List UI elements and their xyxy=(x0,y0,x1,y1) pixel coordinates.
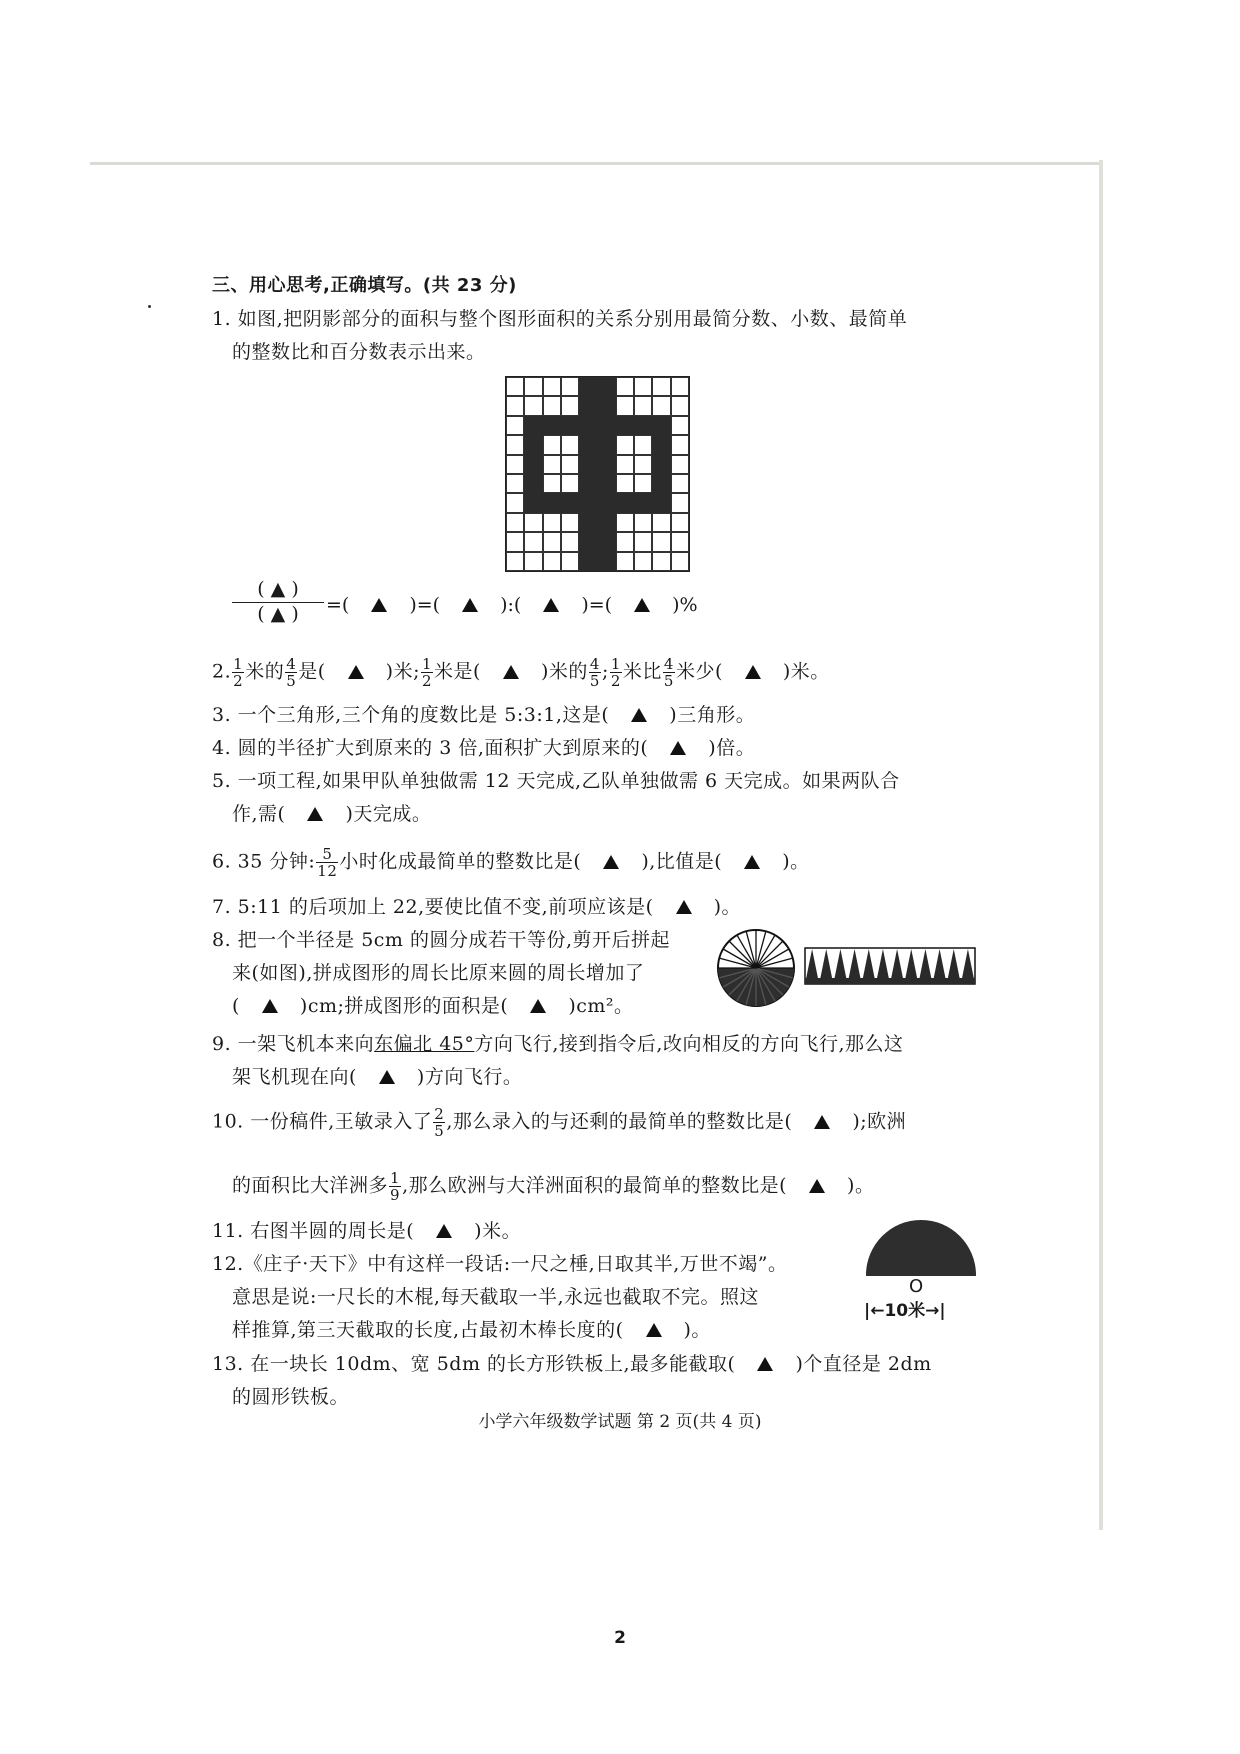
denominator: 9 xyxy=(390,1186,401,1204)
grid-cell xyxy=(671,377,689,396)
center-label: O xyxy=(909,1276,924,1297)
grid-cell-shaded xyxy=(597,377,615,396)
grid-cell-shaded xyxy=(579,532,597,551)
denominator: 5 xyxy=(434,1122,445,1140)
grid-cell-shaded xyxy=(597,455,615,474)
grid-cell xyxy=(671,513,689,532)
grid-cell xyxy=(652,513,670,532)
grid-cell xyxy=(652,377,670,396)
fraction xyxy=(589,656,601,689)
grid-cell xyxy=(616,513,634,532)
text: ; xyxy=(601,660,609,683)
text: 样推算,第三天截取的长度,占最初木棒长度的( xyxy=(232,1319,624,1341)
q12-line1: 12.《庄子·天下》中有这样一段话:一尺之棰,日取其半,万世不竭”。 xyxy=(212,1253,788,1275)
grid-cell-shaded xyxy=(543,416,561,435)
grid-cell xyxy=(506,493,524,512)
text: )。 xyxy=(713,896,742,918)
denominator: 5 xyxy=(589,672,600,690)
grid-cell-shaded xyxy=(634,493,652,512)
text: ),比值是( xyxy=(641,850,723,873)
page-border-top xyxy=(90,162,1102,165)
grid-cell-shaded xyxy=(579,474,597,493)
grid-cell xyxy=(561,455,579,474)
grid-cell xyxy=(671,493,689,512)
denominator: 12 xyxy=(317,862,338,880)
grid-cell xyxy=(616,552,634,571)
text: )米; xyxy=(385,660,420,683)
text: )天完成。 xyxy=(345,803,432,825)
numerator: 1 xyxy=(610,655,621,673)
grid-cell-shaded xyxy=(597,474,615,493)
text: ,那么录入的与还剩的最简单的整数比是( xyxy=(446,1110,793,1133)
diameter-dimension-label: |←10米→| xyxy=(864,1301,946,1321)
q1-answer-line xyxy=(326,594,698,616)
fraction xyxy=(389,1170,401,1203)
blank-triangle-icon[interactable] xyxy=(262,999,278,1013)
grid-cell-shaded xyxy=(543,493,561,512)
blank-triangle-icon[interactable] xyxy=(462,598,478,612)
blank-triangle-icon[interactable] xyxy=(631,708,647,722)
grid-cell xyxy=(524,396,542,415)
blank-triangle-icon[interactable] xyxy=(676,900,692,914)
q13-line2: 的圆形铁板。 xyxy=(232,1386,350,1408)
q12-line2: 意思是说:一尺长的木棍,每天截取一半,永远也截取不完。照这 xyxy=(232,1286,759,1308)
grid-cell-shaded xyxy=(524,416,542,435)
grid-cell xyxy=(671,474,689,493)
blank-triangle-icon[interactable] xyxy=(348,665,364,679)
grid-cell xyxy=(634,455,652,474)
exam-footer: 小学六年级数学试题 第 2 页(共 4 页) xyxy=(478,1412,762,1432)
grid-cell xyxy=(671,435,689,454)
text: )倍。 xyxy=(708,737,756,759)
text: 是( xyxy=(298,660,326,683)
text: )米。 xyxy=(782,660,830,683)
text: ( xyxy=(232,995,240,1017)
text: 的面积比大洋洲多 xyxy=(232,1174,389,1197)
grid-cell xyxy=(524,532,542,551)
q8-line2: 来(如图),拼成图形的周长比原来圆的周长增加了 xyxy=(232,962,645,984)
text: 7. 5:11 的后项加上 22,要使比值不变,前项应该是( xyxy=(212,896,654,918)
text: )米的 xyxy=(540,660,588,683)
text: )方向飞行。 xyxy=(416,1066,523,1088)
grid-cell xyxy=(543,377,561,396)
text: 作,需( xyxy=(232,803,286,825)
q12-line3 xyxy=(232,1318,711,1342)
grid-cell xyxy=(634,513,652,532)
grid-cell-shaded xyxy=(579,552,597,571)
grid-cell xyxy=(561,435,579,454)
semicircle-figure xyxy=(866,1220,976,1276)
text: ,那么欧洲与大洋洲面积的最简单的整数比是( xyxy=(402,1174,788,1197)
grid-cell xyxy=(671,552,689,571)
grid-cell-shaded xyxy=(597,396,615,415)
grid-cell-shaded xyxy=(597,493,615,512)
grid-cell-shaded xyxy=(597,532,615,551)
blank-triangle-icon[interactable] xyxy=(744,855,760,869)
grid-cell xyxy=(652,532,670,551)
text: )个直径是 2dm xyxy=(795,1353,932,1375)
grid-cell xyxy=(506,532,524,551)
text: =( xyxy=(326,594,350,616)
text: 4. 圆的半径扩大到原来的 3 倍,面积扩大到原来的( xyxy=(212,737,649,759)
grid-cell-shaded xyxy=(634,416,652,435)
grid-cell xyxy=(652,552,670,571)
text: 13. 在一块长 10dm、宽 5dm 的长方形铁板上,最多能截取( xyxy=(212,1353,736,1375)
numerator: 4 xyxy=(663,655,674,673)
grid-cell xyxy=(652,396,670,415)
numerator: 4 xyxy=(286,655,297,673)
text: )cm²。 xyxy=(568,995,634,1017)
grid-cell xyxy=(543,435,561,454)
fraction xyxy=(316,846,338,879)
blank-triangle-icon[interactable] xyxy=(307,807,323,821)
grid-cell xyxy=(561,513,579,532)
text: ):( xyxy=(500,594,522,616)
blank-triangle-icon[interactable] xyxy=(757,1357,773,1371)
grid-cell xyxy=(671,416,689,435)
blank-triangle-icon[interactable] xyxy=(809,1179,825,1193)
blank-triangle-icon[interactable] xyxy=(745,665,761,679)
text: )% xyxy=(672,594,698,616)
fraction xyxy=(433,1106,445,1139)
grid-cell xyxy=(634,552,652,571)
q9-line2 xyxy=(232,1065,522,1089)
q2-line xyxy=(212,656,830,689)
denominator: 2 xyxy=(610,672,621,690)
numerator: 1 xyxy=(390,1169,401,1187)
blank-triangle-icon[interactable] xyxy=(530,999,546,1013)
grid-cell xyxy=(634,532,652,551)
text: )三角形。 xyxy=(669,704,756,726)
grid-cell xyxy=(671,396,689,415)
grid-cell xyxy=(561,474,579,493)
grid-cell xyxy=(616,474,634,493)
blank-triangle-icon[interactable] xyxy=(814,1115,830,1129)
grid-cell xyxy=(543,532,561,551)
grid-cell-shaded xyxy=(597,552,615,571)
grid-cell xyxy=(506,377,524,396)
q7-line xyxy=(212,895,741,919)
q1-fraction-blank[interactable] xyxy=(232,578,324,625)
text: )=( xyxy=(409,594,441,616)
grid-cell xyxy=(634,377,652,396)
numerator: 2 xyxy=(434,1105,445,1123)
text: 架飞机现在向( xyxy=(232,1066,357,1088)
q8-line3 xyxy=(232,994,634,1018)
grid-cell-shaded xyxy=(616,493,634,512)
grid-cell xyxy=(524,513,542,532)
text: );欧洲 xyxy=(852,1110,907,1133)
grid-cell xyxy=(561,532,579,551)
denominator: 2 xyxy=(422,672,433,690)
grid-cell xyxy=(616,532,634,551)
grid-cell xyxy=(543,396,561,415)
grid-cell-shaded xyxy=(652,474,670,493)
text: )。 xyxy=(782,850,810,873)
grid-cell-shaded xyxy=(597,513,615,532)
grid-cell xyxy=(616,435,634,454)
grid-cell xyxy=(616,396,634,415)
grid-cell-shaded xyxy=(561,416,579,435)
grid-cell-shaded xyxy=(652,416,670,435)
grid-cell xyxy=(543,474,561,493)
fraction xyxy=(285,656,297,689)
grid-cell-shaded xyxy=(579,377,597,396)
grid-cell-shaded xyxy=(652,435,670,454)
blank-triangle-icon[interactable] xyxy=(371,598,387,612)
grid-cell-shaded xyxy=(579,396,597,415)
text: 米少( xyxy=(675,660,723,683)
blank-triangle-icon[interactable] xyxy=(379,1070,395,1084)
q9-line1 xyxy=(212,1032,904,1056)
grid-cell-shaded xyxy=(579,455,597,474)
grid-cell xyxy=(506,513,524,532)
grid-cell-shaded xyxy=(579,435,597,454)
grid-cell xyxy=(506,455,524,474)
fraction xyxy=(663,656,675,689)
grid-cell xyxy=(506,474,524,493)
numerator: 5 xyxy=(316,846,338,863)
q8-line1: 8. 把一个半径是 5cm 的圆分成若干等份,剪开后拼起 xyxy=(212,929,671,951)
denominator: 5 xyxy=(286,672,297,690)
text: 小时化成最简单的整数比是( xyxy=(339,850,582,873)
q5-line2 xyxy=(232,802,431,826)
underlined-direction: 东偏北 45° xyxy=(374,1033,475,1055)
grid-cell xyxy=(616,455,634,474)
text: 米比 xyxy=(622,660,662,683)
q11-line xyxy=(212,1219,521,1243)
grid-cell xyxy=(634,435,652,454)
text: 6. 35 分钟: xyxy=(212,850,316,873)
section-title: 三、用心思考,正确填写。(共 23 分) xyxy=(212,275,517,296)
grid-cell xyxy=(524,552,542,571)
fraction xyxy=(421,656,433,689)
text: 9. 一架飞机本来向 xyxy=(212,1033,375,1055)
q2-number: 2. xyxy=(212,660,232,683)
grid-cell xyxy=(506,396,524,415)
grid-cell xyxy=(561,552,579,571)
grid-cell xyxy=(671,532,689,551)
q10-line1 xyxy=(212,1106,906,1139)
text: )。 xyxy=(683,1319,711,1341)
grid-cell xyxy=(543,513,561,532)
q4-line xyxy=(212,736,755,760)
grid-cell xyxy=(561,396,579,415)
blank-triangle-icon[interactable] xyxy=(436,1224,452,1238)
circle-rearrangement-figure xyxy=(716,926,986,1016)
grid-cell xyxy=(671,455,689,474)
shaded-grid-figure xyxy=(505,376,690,572)
grid-cell-shaded xyxy=(524,474,542,493)
grid-cell xyxy=(634,474,652,493)
numerator: 4 xyxy=(589,655,600,673)
blank-triangle-icon[interactable] xyxy=(543,598,559,612)
grid-cell xyxy=(634,396,652,415)
blank-triangle-icon[interactable] xyxy=(634,598,650,612)
blank-triangle-icon[interactable] xyxy=(503,665,519,679)
circle-sectors-and-strip-icon xyxy=(716,926,986,1012)
text: 11. 右图半圆的周长是( xyxy=(212,1220,415,1242)
blank-triangle-icon[interactable] xyxy=(670,741,686,755)
grid-cell xyxy=(543,455,561,474)
numerator: 1 xyxy=(422,655,433,673)
text: )=( xyxy=(581,594,613,616)
text: )米。 xyxy=(474,1220,522,1242)
text: )cm;拼成图形的面积是( xyxy=(299,995,509,1017)
grid-cell xyxy=(506,416,524,435)
grid-cell-shaded xyxy=(597,435,615,454)
q5-line1: 5. 一项工程,如果甲队单独做需 12 天完成,乙队单独做需 6 天完成。如果两队合 xyxy=(212,770,900,792)
q6-line xyxy=(212,846,810,879)
grid-cell xyxy=(506,435,524,454)
q13-line1 xyxy=(212,1352,932,1376)
grid-cell xyxy=(506,552,524,571)
grid-cell-shaded xyxy=(524,455,542,474)
denominator: 2 xyxy=(233,672,244,690)
q10-line2 xyxy=(232,1170,874,1203)
q1-line2: 的整数比和百分数表示出来。 xyxy=(232,341,486,363)
denominator: 5 xyxy=(663,672,674,690)
blank-triangle-icon[interactable] xyxy=(603,855,619,869)
text: 3. 一个三角形,三个角的度数比是 5:3:1,这是( xyxy=(212,704,610,726)
grid-cell-shaded xyxy=(579,513,597,532)
text: )。 xyxy=(847,1174,875,1197)
text: 米是( xyxy=(434,660,481,683)
fraction xyxy=(232,656,244,689)
scan-speck xyxy=(148,305,151,308)
grid-cell-shaded xyxy=(524,493,542,512)
grid-cell xyxy=(543,552,561,571)
fraction-numerator-blank: ( ▲ ) xyxy=(232,578,324,603)
grid-cell-shaded xyxy=(579,416,597,435)
blank-triangle-icon[interactable] xyxy=(646,1323,662,1337)
text: 米的 xyxy=(245,660,285,683)
fraction-denominator-blank: ( ▲ ) xyxy=(257,603,299,625)
numerator: 1 xyxy=(233,655,244,673)
q1-line1: 1. 如图,把阴影部分的面积与整个图形面积的关系分别用最简分数、小数、最简单 xyxy=(212,308,908,330)
grid-cell xyxy=(524,377,542,396)
fraction xyxy=(610,656,622,689)
page-number: 2 xyxy=(614,1628,626,1648)
grid-cell xyxy=(616,377,634,396)
grid-cell-shaded xyxy=(652,455,670,474)
page-border-right xyxy=(1099,160,1103,1530)
grid-cell-shaded xyxy=(616,416,634,435)
grid-cell-shaded xyxy=(524,435,542,454)
text: 10. 一份稿件,王敏录入了 xyxy=(212,1110,433,1133)
grid-cell-shaded xyxy=(597,416,615,435)
q3-line xyxy=(212,703,755,727)
text: 方向飞行,接到指令后,改向相反的方向飞行,那么这 xyxy=(474,1033,904,1055)
grid-cell-shaded xyxy=(561,493,579,512)
grid-cell-shaded xyxy=(579,493,597,512)
grid-cell-shaded xyxy=(652,493,670,512)
grid-cell xyxy=(561,377,579,396)
